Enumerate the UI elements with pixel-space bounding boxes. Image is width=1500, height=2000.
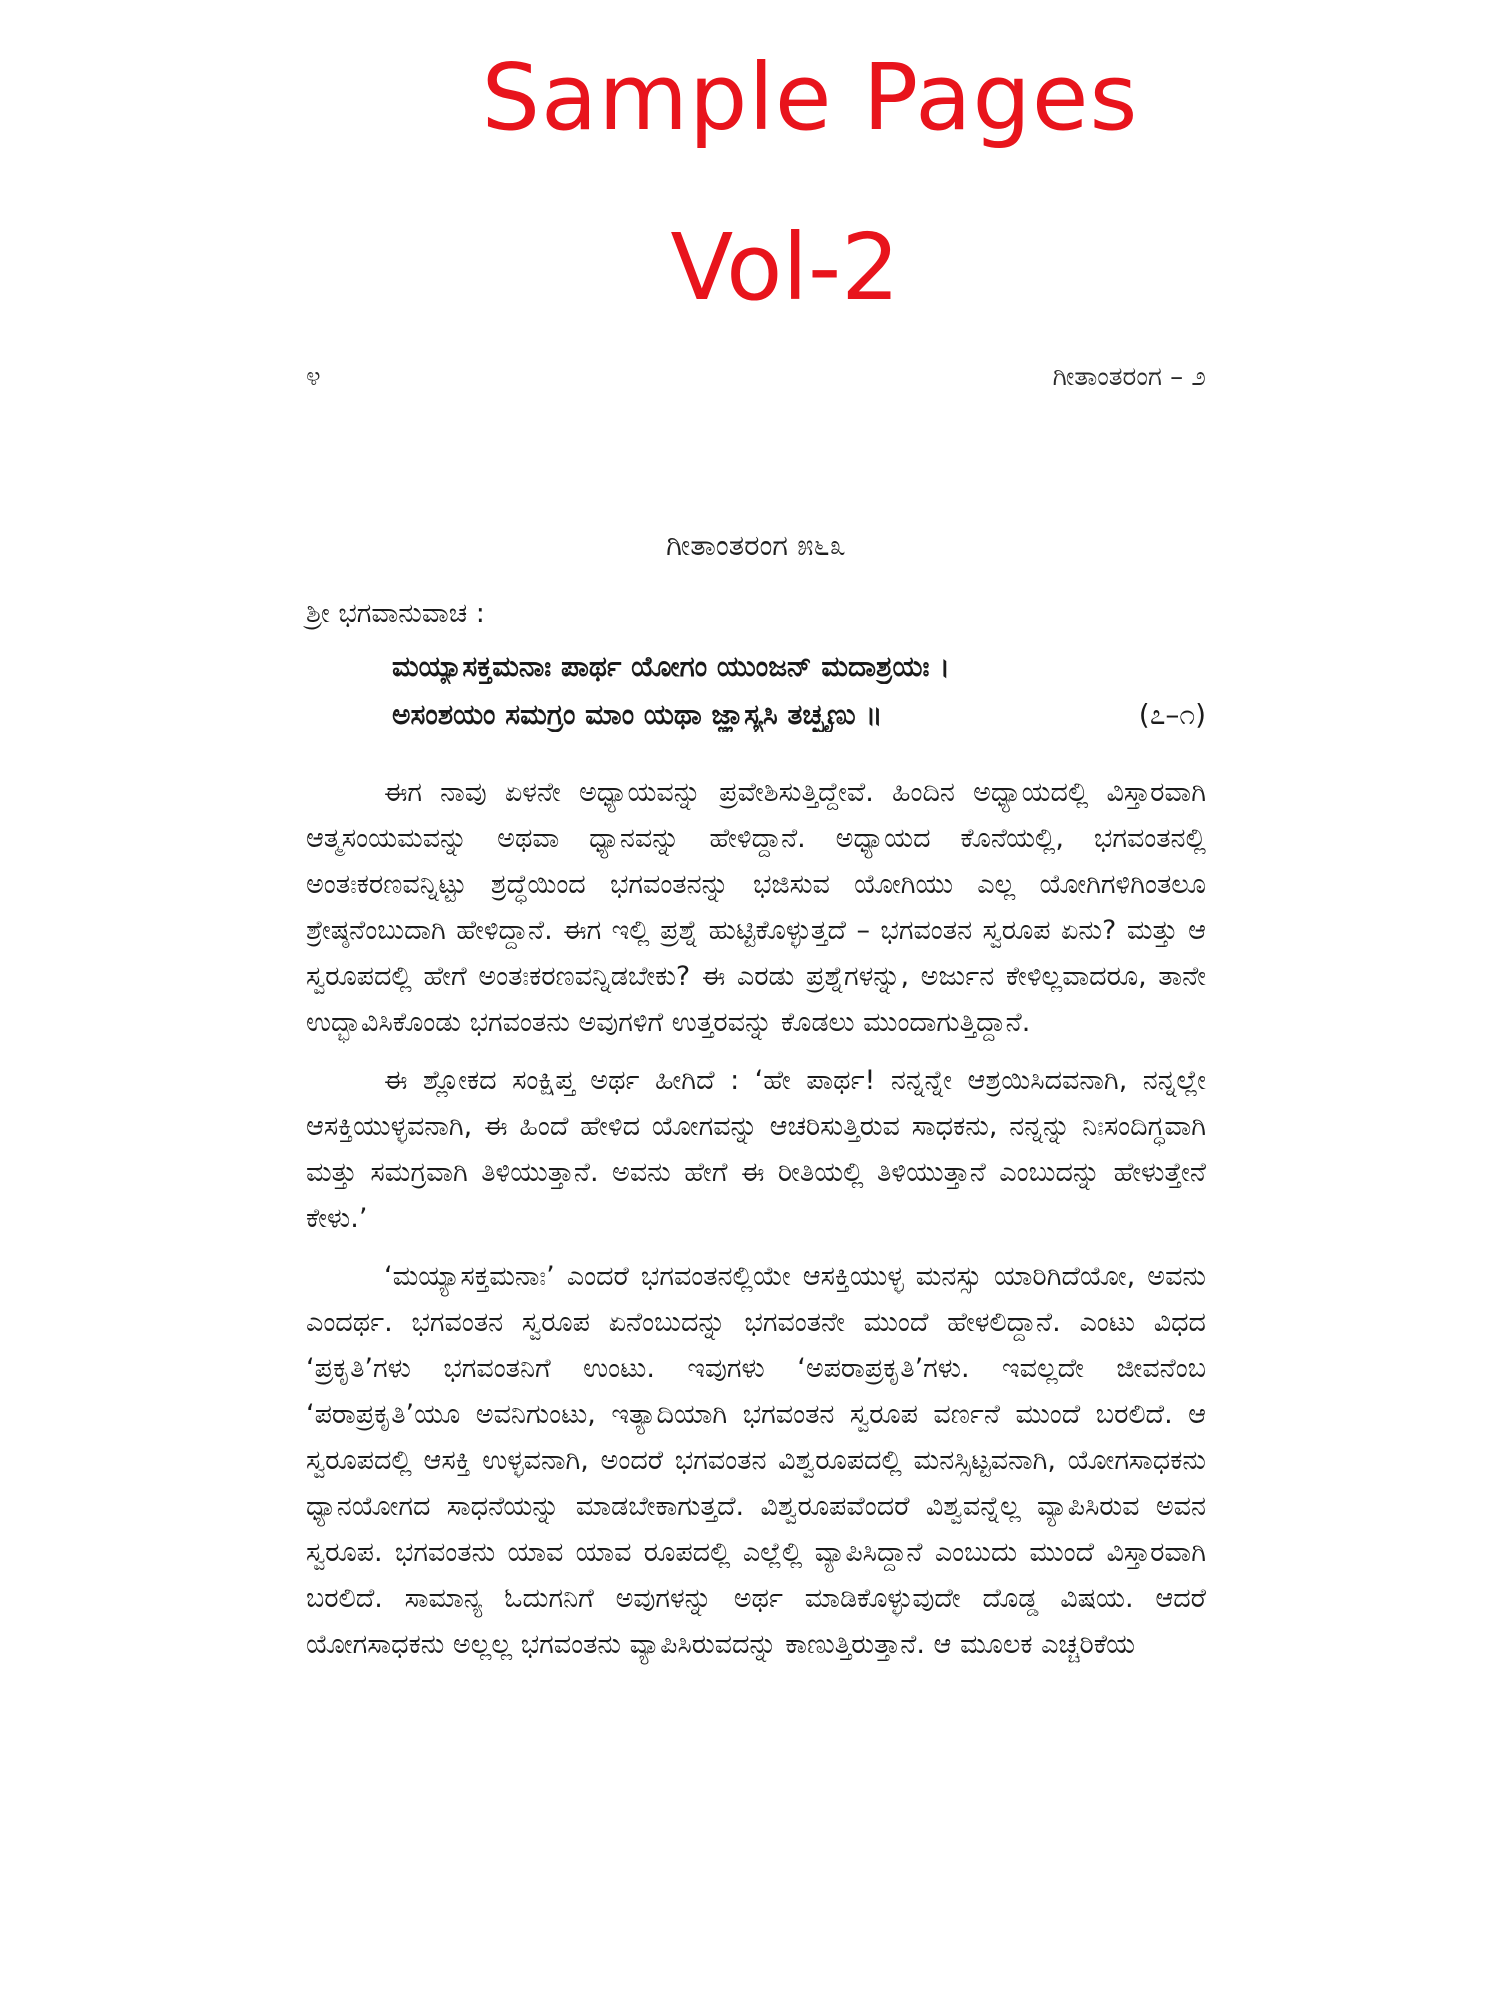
verse-line-1-text: ಮಯ್ಯಾಸಕ್ತಮನಾಃ ಪಾರ್ಥ ಯೋಗಂ ಯುಂಜನ್ ಮದಾಶ್ರಯಃ । [392,650,950,683]
sample-pages-banner: Sample Pages [481,44,1139,151]
verse-line-2-text: ಅಸಂಶಯಂ ಸಮಗ್ರಂ ಮಾಂ ಯಥಾ ಜ್ಞಾಸ್ಯಸಿ ತಚ್ಛೃಣು ॥ [392,698,883,731]
volume-banner: Vol-2 [670,214,900,321]
speaker-line: ಶ್ರೀ ಭಗವಾನುವಾಚ : [306,598,485,629]
paragraph: ಈ ಶ್ಲೋಕದ ಸಂಕ್ಷಿಪ್ತ ಅರ್ಥ ಹೀಗಿದೆ : ‘ಹೇ ಪಾರ್ಥ! ನನ್ನನ್ನೇ ಆಶ್ರಯಿಸಿದವನಾಗಿ, ನನ್ನಲ್ಲೇ ಆಸಕ್ತಿಯುಳ್ಳವನಾಗಿ, ಈ ಹಿಂದೆ ಹೇಳಿದ ಯೋಗವನ್ನು ಆಚರಿಸುತ್ತಿರುವ ಸಾಧಕನು, ನನ್ನನ್ನು ನಿಃಸಂದಿಗ್ಧವಾಗಿ ಮತ್ತು ಸಮಗ್ರವಾಗಿ ತಿಳಿಯುತ್ತಾನೆ. ಅವನು ಹೇಗೆ ಈ ರೀತಿಯಲ್ಲಿ ತಿಳಿಯುತ್ತಾನೆ ಎಂಬುದನ್ನು ಹೇಳುತ್ತೇನೆ ಕೇಳು.’ [306,1065,1206,1234]
body-text [306,770,1206,1680]
page-number: ೪ [306,362,321,392]
verse-line-2 [392,698,1206,732]
verse-reference: (೭–೧) [1138,698,1206,731]
chapter-title: ಗೀತಾಂತರಂಗ ೫೬೩ [666,528,846,562]
paragraph: ಈಗ ನಾವು ಏಳನೇ ಅಧ್ಯಾಯವನ್ನು ಪ್ರವೇಶಿಸುತ್ತಿದ್ದೇವೆ. ಹಿಂದಿನ ಅಧ್ಯಾಯದಲ್ಲಿ ವಿಸ್ತಾರವಾಗಿ ಆತ್ಮಸಂಯಮವನ್ನು ಅಥವಾ ಧ್ಯಾನವನ್ನು ಹೇಳಿದ್ದಾನೆ. ಅಧ್ಯಾಯದ ಕೊನೆಯಲ್ಲಿ, ಭಗವಂತನಲ್ಲಿ ಅಂತಃಕರಣವನ್ನಿಟ್ಟು ಶ್ರದ್ಧೆಯಿಂದ ಭಗವಂತನನ್ನು ಭಜಿಸುವ ಯೋಗಿಯು ಎಲ್ಲ ಯೋಗಿಗಳಿಗಿಂತಲೂ ಶ್ರೇಷ್ಠನೆಂಬುದಾಗಿ ಹೇಳಿದ್ದಾನೆ. ಈಗ ಇಲ್ಲಿ ಪ್ರಶ್ನೆ ಹುಟ್ಟಿಕೊಳ್ಳುತ್ತದೆ – ಭಗವಂತನ ಸ್ವರೂಪ ಏನು? ಮತ್ತು ಆ ಸ್ವರೂಪದಲ್ಲಿ ಹೇಗೆ ಅಂತಃಕರಣವನ್ನಿಡಬೇಕು? ಈ ಎರಡು ಪ್ರಶ್ನೆಗಳನ್ನು, ಅರ್ಜುನ ಕೇಳಿಲ್ಲವಾದರೂ, ತಾನೇ ಉದ್ಭಾವಿಸಿಕೊಂಡು ಭಗವಂತನು ಅವುಗಳಿಗೆ ಉತ್ತರವನ್ನು ಕೊಡಲು ಮುಂದಾಗುತ್ತಿದ್ದಾನೆ. [306,777,1206,1038]
paragraph: ‘ಮಯ್ಯಾಸಕ್ತಮನಾಃ’ ಎಂದರೆ ಭಗವಂತನಲ್ಲಿಯೇ ಆಸಕ್ತಿಯುಳ್ಳ ಮನಸ್ಸು ಯಾರಿಗಿದೆಯೋ, ಅವನು ಎಂದರ್ಥ. ಭಗವಂತನ ಸ್ವರೂಪ ಏನೆಂಬುದನ್ನು ಭಗವಂತನೇ ಮುಂದೆ ಹೇಳಲಿದ್ದಾನೆ. ಎಂಟು ವಿಧದ ‘ಪ್ರಕೃತಿ’ಗಳು ಭಗವಂತನಿಗೆ ಉಂಟು. ಇವುಗಳು ‘ಅಪರಾಪ್ರಕೃತಿ’ಗಳು. ಇವಲ್ಲದೇ ಜೀವನೆಂಬ ‘ಪರಾಪ್ರಕೃತಿ’ಯೂ ಅವನಿಗುಂಟು, ಇತ್ಯಾದಿಯಾಗಿ ಭಗವಂತನ ಸ್ವರೂಪ ವರ್ಣನೆ ಮುಂದೆ ಬರಲಿದೆ. ಆ ಸ್ವರೂಪದಲ್ಲಿ ಆಸಕ್ತಿ ಉಳ್ಳವನಾಗಿ, ಅಂದರೆ ಭಗವಂತನ ವಿಶ್ವರೂಪದಲ್ಲಿ ಮನಸ್ಸಿಟ್ಟವನಾಗಿ, ಯೋಗಸಾಧಕನು ಧ್ಯಾನಯೋಗದ ಸಾಧನೆಯನ್ನು ಮಾಡಬೇಕಾಗುತ್ತದೆ. ವಿಶ್ವರೂಪವೆಂದರೆ ವಿಶ್ವವನ್ನೆಲ್ಲ ವ್ಯಾಪಿಸಿರುವ ಅವನ ಸ್ವರೂಪ. ಭಗವಂತನು ಯಾವ ಯಾವ ರೂಪದಲ್ಲಿ ಎಲ್ಲೆಲ್ಲಿ ವ್ಯಾಪಿಸಿದ್ದಾನೆ ಎಂಬುದು ಮುಂದೆ ವಿಸ್ತಾರವಾಗಿ ಬರಲಿದೆ. ಸಾಮಾನ್ಯ ಓದುಗನಿಗೆ ಅವುಗಳನ್ನು ಅರ್ಥ ಮಾಡಿಕೊಳ್ಳುವುದೇ ದೊಡ್ಡ ವಿಷಯ. ಆದರೆ ಯೋಗಸಾಧಕನು ಅಲ್ಲಲ್ಲ ಭಗವಂತನು ವ್ಯಾಪಿಸಿರುವದನ್ನು ಕಾಣುತ್ತಿರುತ್ತಾನೆ. ಆ ಮೂಲಕ ಎಚ್ಚರಿಕೆಯ [306,1261,1206,1660]
verse-line-1 [392,650,1206,684]
running-head: ಗೀತಾಂತರಂಗ – ೨ [1052,362,1206,392]
page-header [306,362,1206,402]
